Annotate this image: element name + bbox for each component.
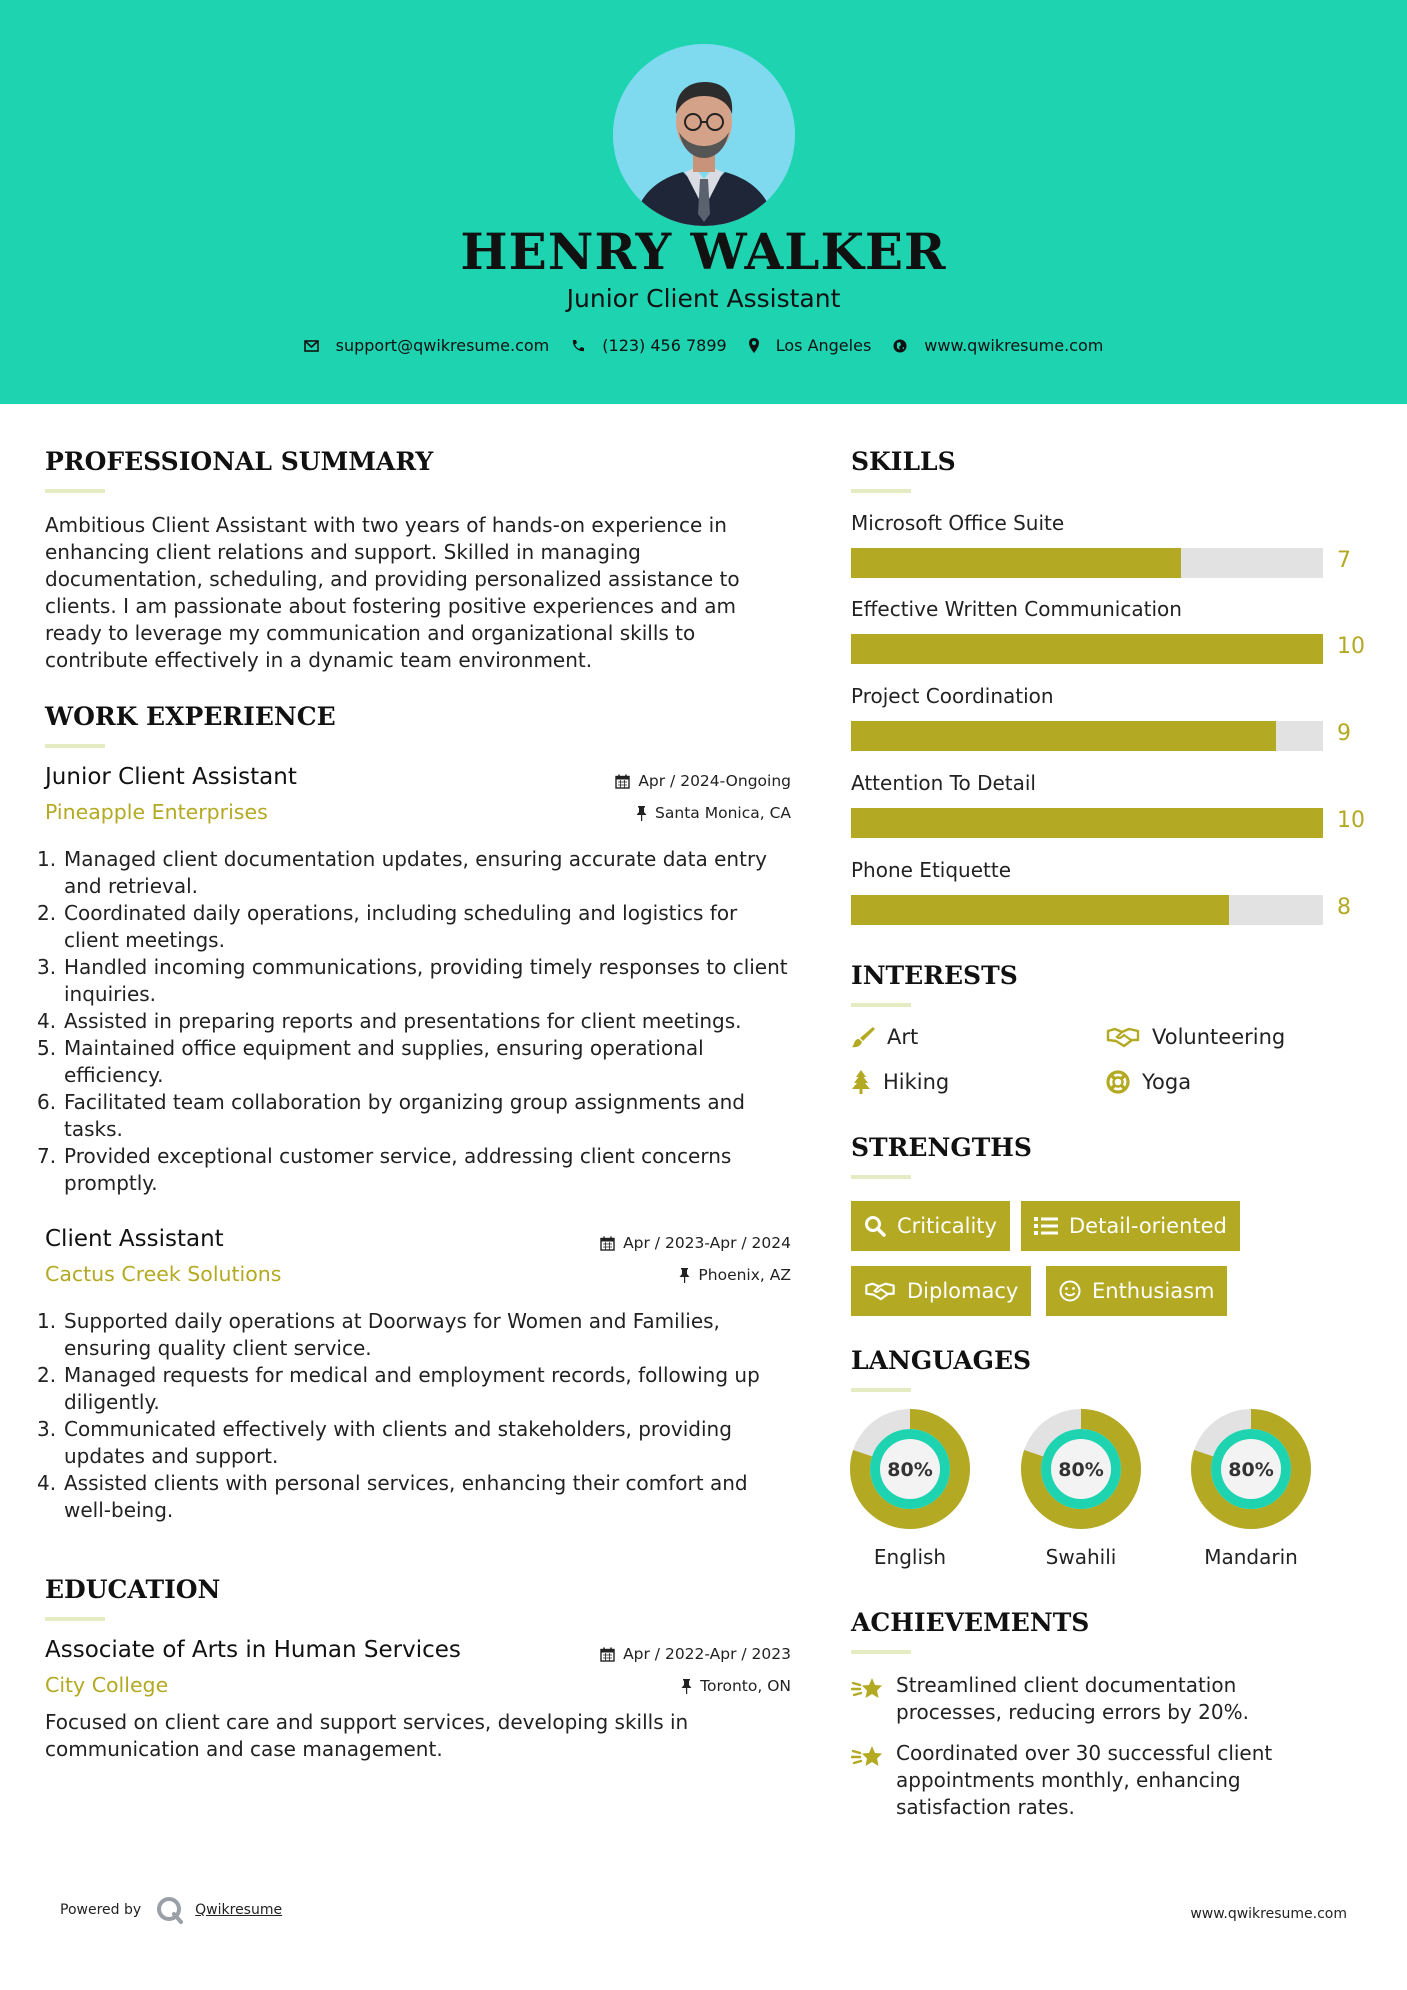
language-name: Mandarin	[1204, 1545, 1298, 1569]
strength-label: Detail-oriented	[1069, 1214, 1227, 1238]
powered-by-text: Powered by	[60, 1902, 142, 1918]
avatar	[613, 44, 795, 226]
skill-name: Attention To Detail	[851, 771, 1036, 795]
globe-icon	[893, 339, 907, 353]
contact-location-text: Los Angeles	[775, 336, 872, 355]
job-date	[600, 1234, 791, 1252]
gauge-label: 80%	[887, 1459, 933, 1481]
language-gauge	[849, 1408, 971, 1530]
interest-item	[851, 1025, 918, 1049]
skill-bar-fill	[851, 721, 1276, 751]
achievement-item	[851, 1740, 1321, 1821]
candidate-name: HENRY WALKER	[460, 222, 947, 281]
qwikresume-link[interactable]: Qwikresume	[195, 1902, 283, 1918]
achievement-item	[851, 1672, 1321, 1726]
list-item: 2. Managed requests for medical and employment records, following up diligently.	[37, 1363, 760, 1414]
list-item: 1. Supported daily operations at Doorways for Women and Families, ensuring quality client service.	[37, 1309, 720, 1360]
contact-location	[749, 336, 872, 355]
qwikresume-logo-icon	[155, 1895, 185, 1925]
star-trophy-icon	[851, 1742, 885, 1772]
list-item: 1. Managed client documentation updates, ensuring accurate data entry and retrieval.	[37, 847, 767, 898]
achievement-text: Coordinated over 30 successful client appointments monthly, enhancing satisfaction rates.	[896, 1741, 1273, 1819]
skills-heading: SKILLS	[851, 447, 956, 476]
candidate-title: Junior Client Assistant	[566, 284, 841, 313]
section-underline	[45, 489, 105, 493]
job-location	[636, 804, 791, 822]
language-item	[1020, 1408, 1142, 1569]
list-icon	[1034, 1216, 1058, 1236]
pushpin-icon	[681, 1679, 692, 1694]
handshake-icon	[864, 1281, 896, 1301]
skill-value: 7	[1337, 548, 1351, 573]
job-company: Pineapple Enterprises	[45, 800, 268, 824]
job-location	[679, 1266, 791, 1284]
strength-label: Criticality	[897, 1214, 997, 1238]
strength-label: Diplomacy	[907, 1279, 1019, 1303]
interest-item	[851, 1070, 949, 1094]
skill-bar-track	[851, 548, 1323, 578]
strengths-heading: STRENGTHS	[851, 1133, 1032, 1162]
footer-powered-by	[60, 1895, 282, 1925]
skill-name: Effective Written Communication	[851, 597, 1182, 621]
section-underline	[851, 1650, 911, 1654]
contact-website-text: www.qwikresume.com	[924, 336, 1104, 355]
section-underline	[851, 1003, 911, 1007]
search-icon	[864, 1215, 886, 1237]
skill-item	[851, 771, 1371, 833]
languages-heading: LANGUAGES	[851, 1346, 1032, 1375]
strength-tag	[1046, 1266, 1227, 1316]
section-underline	[851, 1175, 911, 1179]
section-underline	[45, 1617, 105, 1621]
star-trophy-icon	[851, 1674, 885, 1704]
skill-bar-track	[851, 895, 1323, 925]
list-item: 4. Assisted clients with personal services, enhancing their comfort and well-being.	[37, 1471, 748, 1522]
job-entry-1	[37, 764, 791, 1197]
pushpin-icon	[636, 806, 647, 821]
skill-item	[851, 597, 1371, 659]
contact-email[interactable]	[304, 336, 550, 355]
job-title: Junior Client Assistant	[45, 764, 297, 790]
job-entry-2	[37, 1226, 791, 1524]
achievements-heading: ACHIEVEMENTS	[851, 1608, 1090, 1637]
gauge-label: 80%	[1058, 1459, 1104, 1481]
education-heading: EDUCATION	[45, 1575, 221, 1604]
interest-item	[1106, 1070, 1191, 1094]
job-date-text: Apr / 2023-Apr / 2024	[623, 1234, 791, 1252]
skill-bar-track	[851, 634, 1323, 664]
job-title: Client Assistant	[45, 1226, 224, 1252]
job-duties	[37, 1308, 791, 1524]
job-duties	[37, 846, 791, 1197]
education-date	[600, 1645, 791, 1663]
skill-value: 10	[1337, 808, 1365, 833]
profile-photo	[613, 44, 795, 226]
language-item	[849, 1408, 971, 1569]
contact-phone[interactable]	[571, 336, 726, 355]
skill-bar-fill	[851, 808, 1323, 838]
skill-value: 9	[1337, 721, 1351, 746]
language-name: Swahili	[1045, 1545, 1117, 1569]
education-entry	[45, 1637, 791, 1763]
strength-tag	[1021, 1201, 1240, 1251]
map-marker-icon	[749, 338, 759, 353]
footer-website[interactable]: www.qwikresume.com	[1190, 1906, 1347, 1922]
interest-label: Volunteering	[1152, 1025, 1286, 1049]
degree-title: Associate of Arts in Human Services	[45, 1637, 461, 1663]
paintbrush-icon	[851, 1026, 875, 1048]
language-name: English	[873, 1545, 947, 1569]
job-date-text: Apr / 2024-Ongoing	[638, 772, 791, 790]
contact-bar	[0, 336, 1407, 355]
strength-tag	[851, 1266, 1031, 1316]
list-item: 7. Provided exceptional customer service, addressing client concerns promptly.	[37, 1144, 732, 1195]
calendar-icon	[600, 1236, 615, 1251]
education-date-text: Apr / 2022-Apr / 2023	[623, 1645, 791, 1663]
strength-label: Enthusiasm	[1092, 1279, 1215, 1303]
skill-bar-fill	[851, 634, 1323, 664]
language-gauge	[1020, 1408, 1142, 1530]
school-name: City College	[45, 1673, 169, 1697]
skill-name: Phone Etiquette	[851, 858, 1012, 882]
job-location-text: Santa Monica, CA	[655, 804, 791, 822]
skill-name: Microsoft Office Suite	[851, 511, 1065, 535]
section-underline	[851, 489, 911, 493]
experience-heading: WORK EXPERIENCE	[45, 702, 336, 731]
interest-label: Art	[887, 1025, 919, 1049]
skill-value: 10	[1337, 634, 1365, 659]
envelope-icon	[304, 340, 319, 352]
achievement-text: Streamlined client documentation processes, reducing errors by 20%.	[896, 1673, 1249, 1724]
skill-bar-track	[851, 721, 1323, 751]
skill-item	[851, 511, 1371, 573]
skill-value: 8	[1337, 895, 1351, 920]
summary-text: Ambitious Client Assistant with two years of hands-on experience in enhancing client relations and support. Skilled in managing documentation, scheduling, and providing personalized assistance to clients. I am passionate about fostering positive experiences and am ready to leverage my communication and organizational skills to contribute effectively in a dynamic team environment.	[45, 513, 740, 672]
calendar-icon	[600, 1647, 615, 1662]
skill-bar-fill	[851, 895, 1229, 925]
skill-name: Project Coordination	[851, 684, 1054, 708]
contact-email-text: support@qwikresume.com	[335, 336, 550, 355]
skill-bar-fill	[851, 548, 1181, 578]
summary-heading: PROFESSIONAL SUMMARY	[45, 447, 434, 476]
smile-icon	[1059, 1280, 1081, 1302]
job-location-text: Phoenix, AZ	[698, 1266, 791, 1284]
resume-header	[0, 0, 1407, 404]
language-item	[1190, 1408, 1312, 1569]
contact-website[interactable]	[893, 336, 1103, 355]
job-company: Cactus Creek Solutions	[45, 1262, 282, 1286]
interest-label: Yoga	[1142, 1070, 1192, 1094]
section-underline	[851, 1388, 911, 1392]
handshake-icon	[1106, 1026, 1140, 1048]
list-item: 4. Assisted in preparing reports and presentations for client meetings.	[37, 1009, 742, 1033]
education-description: Focused on client care and support services, developing skills in communication and case management.	[45, 1710, 689, 1761]
interests-heading: INTERESTS	[851, 961, 1018, 990]
interest-label: Hiking	[883, 1070, 950, 1094]
life-ring-icon	[1106, 1070, 1130, 1094]
skill-item	[851, 858, 1371, 920]
list-item: 3. Communicated effectively with clients and stakeholders, providing updates and support.	[37, 1417, 732, 1468]
list-item: 3. Handled incoming communications, providing timely responses to client inquiries.	[37, 955, 788, 1006]
skill-bar-track	[851, 808, 1323, 838]
contact-phone-text: (123) 456 7899	[602, 336, 727, 355]
list-item: 5. Maintained office equipment and supplies, ensuring operational efficiency.	[37, 1036, 704, 1087]
education-location	[681, 1677, 791, 1695]
job-date	[615, 772, 791, 790]
pushpin-icon	[679, 1268, 690, 1283]
strength-tag	[851, 1201, 1010, 1251]
interest-item	[1106, 1025, 1285, 1049]
gauge-label: 80%	[1228, 1459, 1274, 1481]
section-underline	[45, 744, 105, 748]
tree-icon	[851, 1070, 871, 1094]
list-item: 2. Coordinated daily operations, including scheduling and logistics for client meetings.	[37, 901, 738, 952]
calendar-icon	[615, 774, 630, 789]
language-gauge	[1190, 1408, 1312, 1530]
phone-icon	[571, 339, 585, 353]
skill-item	[851, 684, 1371, 746]
list-item: 6. Facilitated team collaboration by organizing group assignments and tasks.	[37, 1090, 745, 1141]
education-location-text: Toronto, ON	[700, 1677, 791, 1695]
